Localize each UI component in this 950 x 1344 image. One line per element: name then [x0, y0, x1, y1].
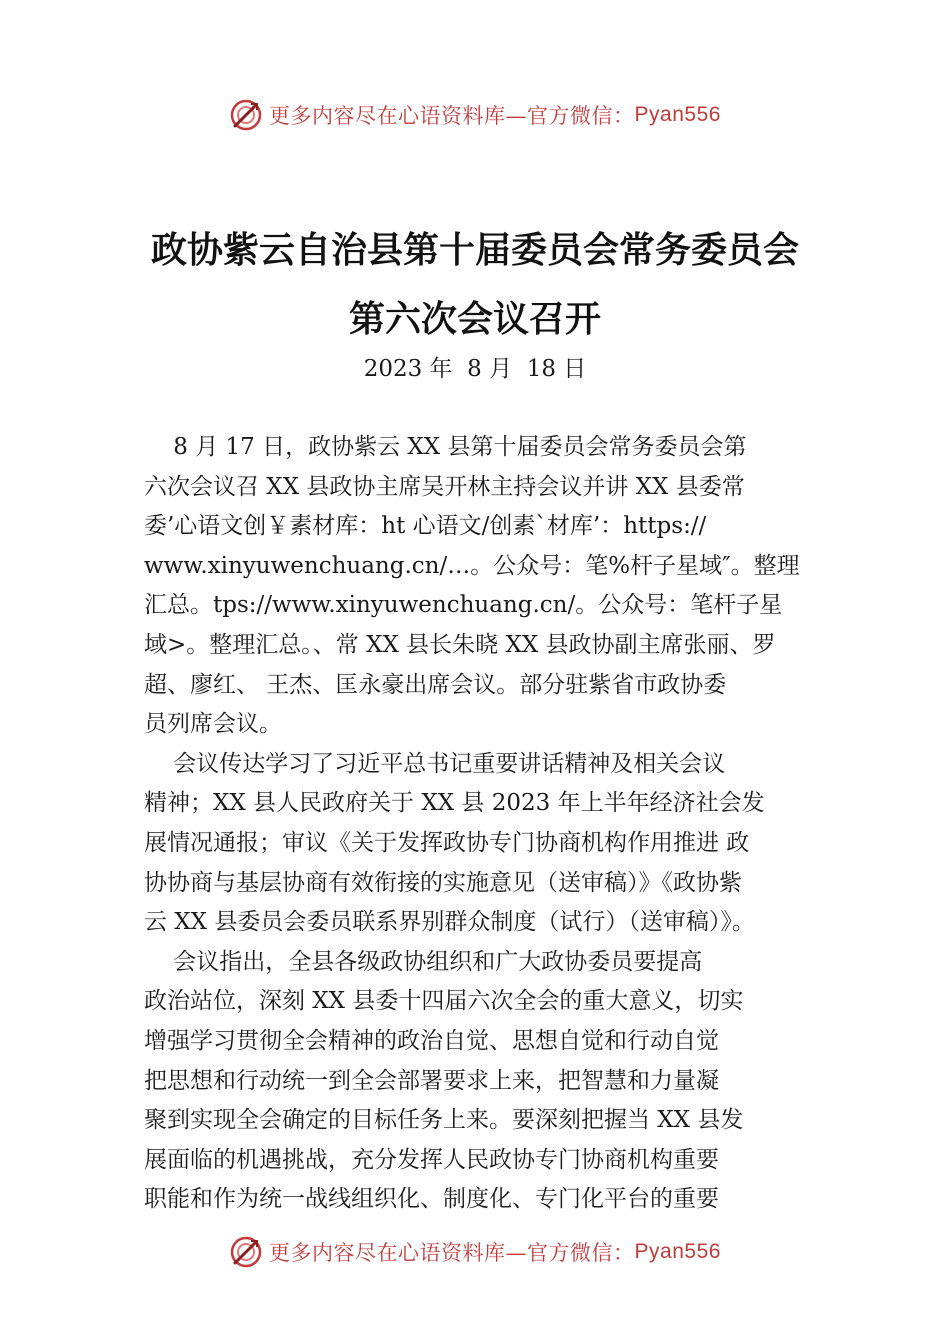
body-line: 会议传达学习了习近平总书记重要讲话精神及相关会议 — [144, 750, 726, 777]
watermark-banner-top — [0, 95, 950, 135]
brand-logo-icon — [229, 98, 263, 132]
watermark-banner-bottom — [0, 1232, 950, 1272]
body-line: 云 XX 县委员会委员联系界别群众制度（试行）（送审稿）》。 — [144, 909, 755, 936]
body-line: 超、廖红、 王杰、匡永豪出席会议。部分驻紫省市政协委 — [144, 671, 727, 698]
watermark-text: 更多内容尽在心语资料库—官方微信： — [269, 1241, 635, 1265]
body-line: 委’心语文创￥素材库：ht 心语文/创素`材库’：https:// — [144, 513, 707, 540]
publish-date: 2023 年 8 月 18 日 — [363, 356, 587, 382]
wechat-id: Pyan556 — [634, 103, 721, 126]
article-body — [144, 428, 834, 1220]
body-line: 展情况通报；审议《关于发挥政协专门协商机构作用推进 政 — [144, 829, 750, 856]
body-line: 展面临的机遇挑战，充分发挥人民政协专门协商机构重要 — [144, 1146, 719, 1173]
body-line: 会议指出，全县各级政协组织和广大政协委员要提高 — [144, 948, 703, 975]
body-line: 域>。整理汇总。、常 XX 县长朱晓 XX 县政协副主席张丽、罗 — [144, 631, 776, 658]
body-line: 聚到实现全会确定的目标任务上来。要深刻把握当 XX 县发 — [144, 1107, 744, 1134]
wechat-id: Pyan556 — [634, 1240, 721, 1263]
body-line: 六次会议召 XX 县政协主席吴开林主持会议并讲 XX 县委常 — [144, 473, 745, 500]
body-line: 精神；XX 县人民政府关于 XX 县 2023 年上半年经济社会发 — [144, 790, 765, 817]
body-line: 政治站位，深刻 XX 县委十四届六次全会的重大意义，切实 — [144, 988, 744, 1015]
body-line: 8 月 17 日，政协紫云 XX 县第十届委员会常务委员会第 — [144, 434, 747, 460]
body-line: 协协商与基层协商有效衔接的实施意见（送审稿）》《政协紫 — [144, 869, 742, 896]
body-line: 员列席会议。 — [144, 711, 282, 738]
body-line: 把思想和行动统一到全会部署要求上来，把智慧和力量凝 — [144, 1067, 719, 1094]
body-line: 职能和作为统一战线组织化、制度化、专门化平台的重要 — [144, 1186, 719, 1213]
brand-logo-icon — [229, 1235, 263, 1269]
watermark-text: 更多内容尽在心语资料库—官方微信： — [269, 104, 635, 128]
body-line: www.xinyuwenchuang.cn/…。公众号：笔%杆子星域″。整理 — [144, 552, 800, 579]
body-line: 汇总。tps://www.xinyuwenchuang.cn/。公众号：笔杆子星 — [144, 592, 783, 619]
page-title: 政协紫云自治县第十届委员会常务委员会 — [150, 229, 799, 271]
body-line: 增强学习贯彻全会精神的政治自觉、思想自觉和行动自觉 — [144, 1027, 719, 1054]
page-subtitle: 第六次会议召开 — [348, 298, 601, 340]
